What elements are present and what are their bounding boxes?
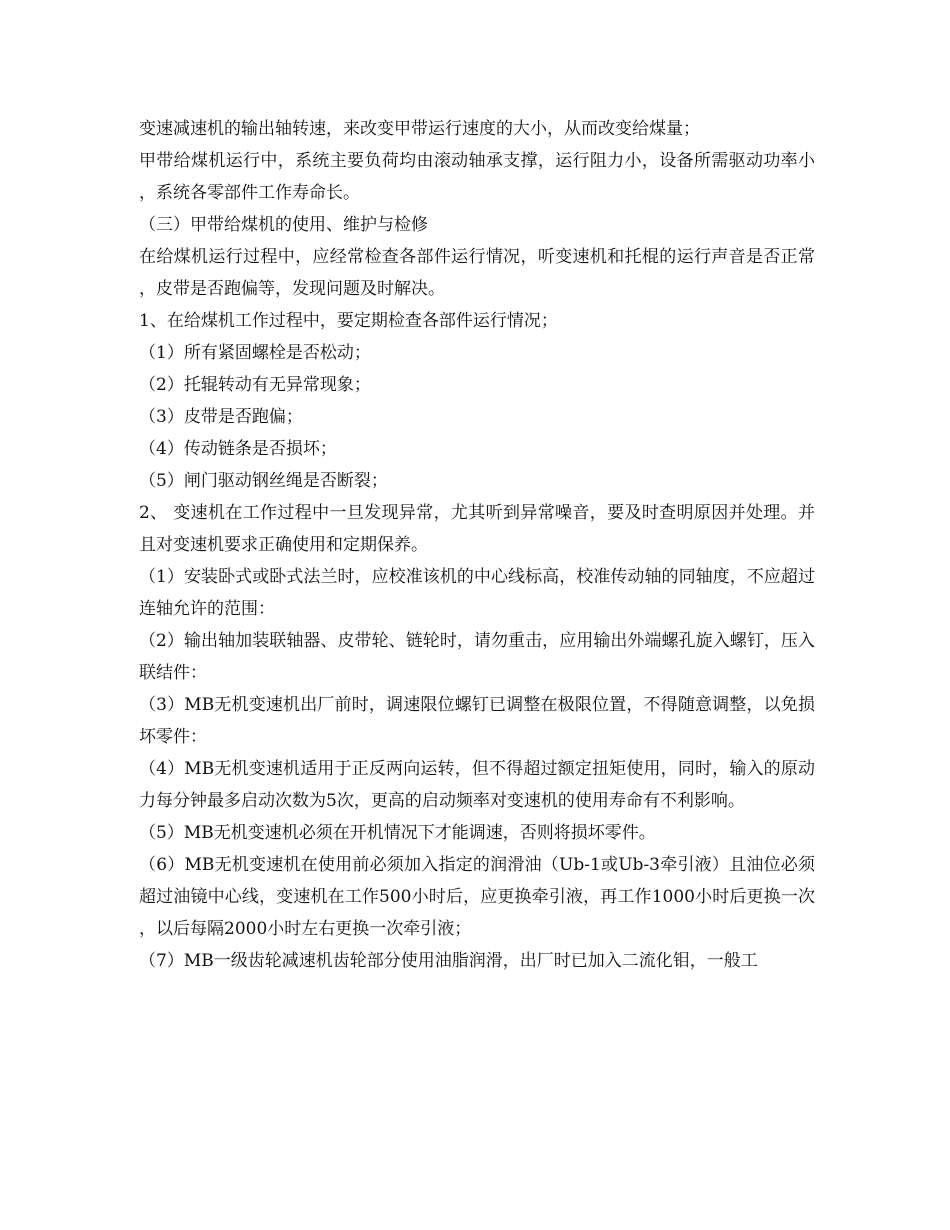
list-heading-2: 2、 变速机在工作过程中一旦发现异常，尤其听到异常噪音，要及时查明原因并处理。并且对变速机要求正确使用和定期保养。 <box>139 503 815 555</box>
list-item: （2）托辊转动有无异常现象； <box>139 375 371 395</box>
list-item: （7）MB一级齿轮减速机齿轮部分使用油脂润滑，出厂时已加入二流化钼，一般工 <box>139 951 758 971</box>
paragraph-2: 甲带给煤机运行中，系统主要负荷均由滚动轴承支撑，运行阻力小，设备所需驱动功率小，系统各零部件工作寿命长。 <box>139 151 815 203</box>
list-item: （3）MB无机变速机出厂前时，调速限位螺钉已调整在极限位置，不得随意调整，以免损坏零件： <box>139 695 815 747</box>
list-item: （1）所有紧固螺栓是否松动； <box>139 343 371 363</box>
paragraph-1: 变速减速机的输出轴转速，来改变甲带运行速度的大小，从而改变给煤量； <box>139 119 700 139</box>
list-item: （1）安装卧式或卧式法兰时，应校准该机的中心线标高，校准传动轴的同轴度，不应超过连轴允许的范围： <box>139 567 815 619</box>
list-item: （3）皮带是否跑偏； <box>139 407 303 427</box>
list-item: （4）MB无机变速机适用于正反两向运转，但不得超过额定扭矩使用，同时，输入的原动力每分钟最多启动次数为5次，更高的启动频率对变速机的使用寿命有不利影响。 <box>139 759 815 811</box>
paragraph-4: 在给煤机运行过程中，应经常检查各部件运行情况，听变速机和托棍的运行声音是否正常，皮带是否跑偏等，发现问题及时解决。 <box>139 247 815 299</box>
list-item: （6）MB无机变速机在使用前必须加入指定的润滑油（Ub-1或Ub-3牵引液）且油位必须超过油镜中心线，变速机在工作500小时后，应更换牵引液，再工作1000小时后更换一次，以后每隔2000小时左右更换一次牵引液； <box>139 855 815 939</box>
section-heading: （三）甲带给煤机的使用、维护与检修 <box>139 215 428 235</box>
list-item: （2）输出轴加装联轴器、皮带轮、链轮时，请勿重击，应用输出外端螺孔旋入螺钉，压入联结件： <box>139 631 815 683</box>
list-heading-1: 1、在给煤机工作过程中，要定期检查各部件运行情况； <box>139 311 558 331</box>
list-item: （5）闸门驱动钢丝绳是否断裂； <box>139 471 388 491</box>
document-body <box>139 113 815 977</box>
list-item: （5）MB无机变速机必须在开机情况下才能调速，否则将损坏零件。 <box>139 823 656 843</box>
list-item: （4）传动链条是否损坏； <box>139 439 337 459</box>
